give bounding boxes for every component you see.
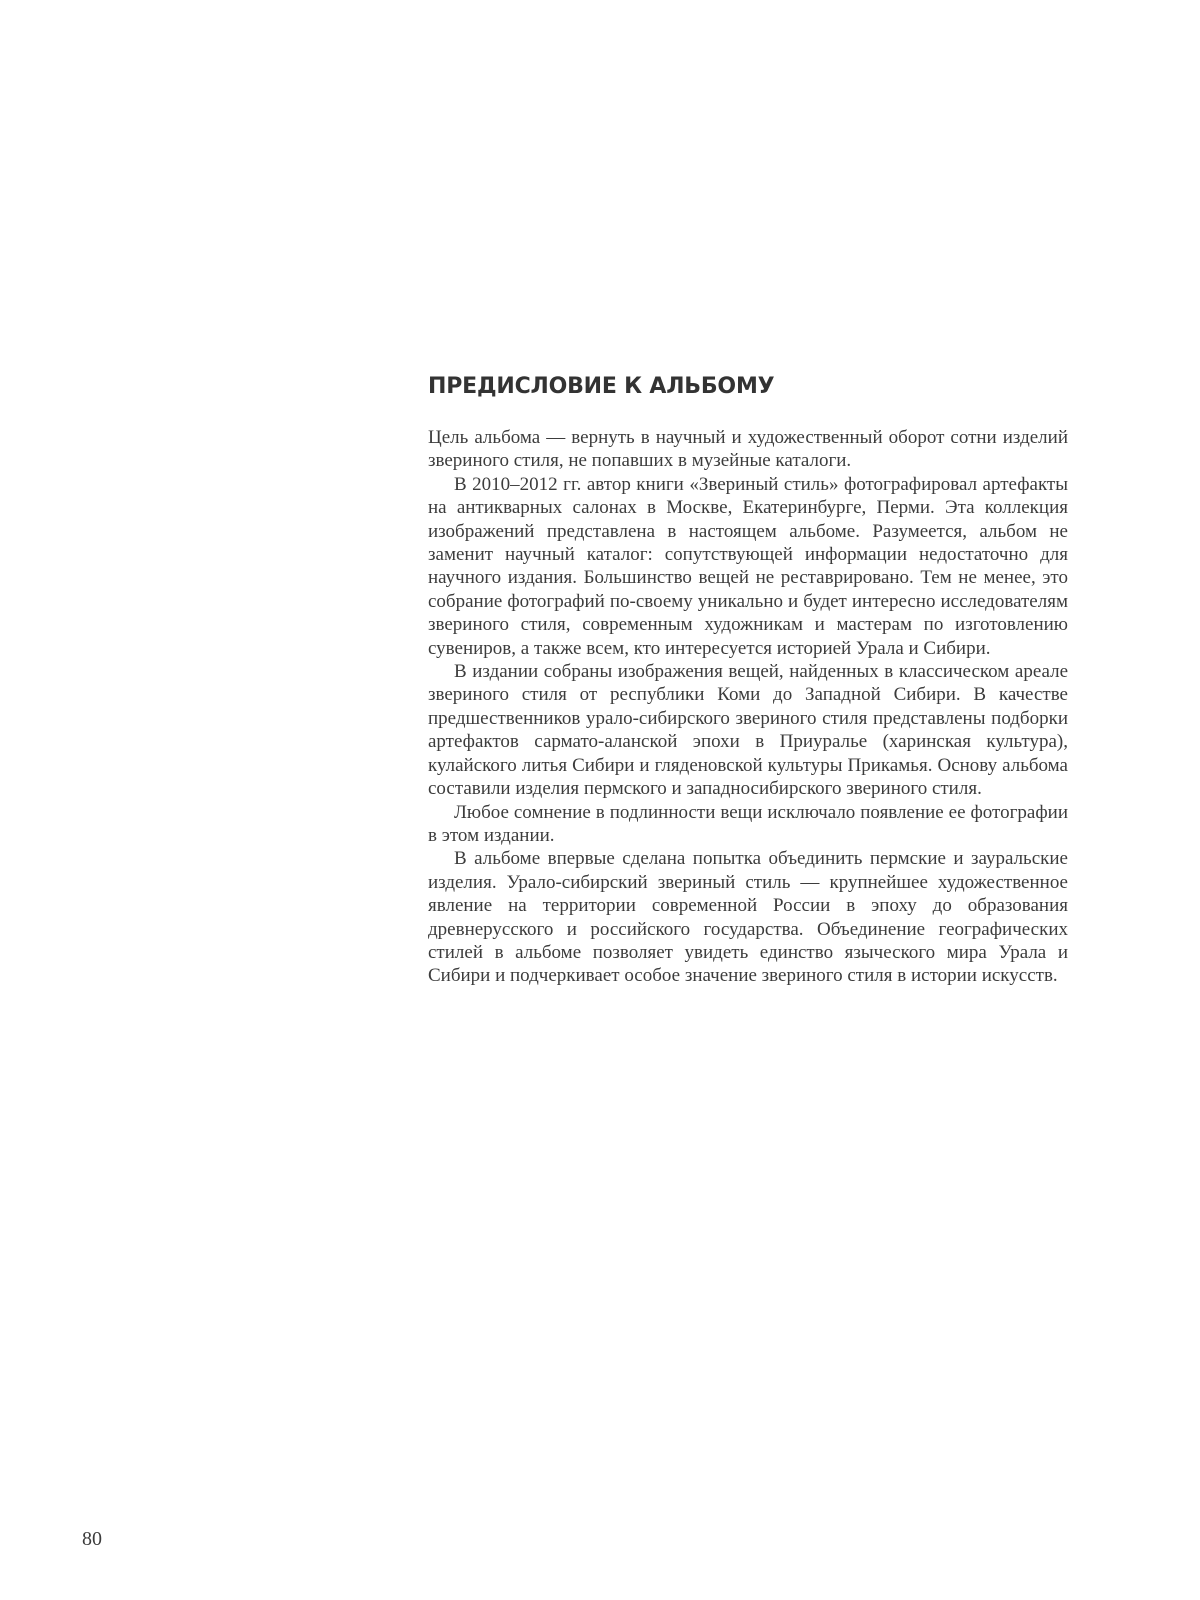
page-number: 80 [82,1528,102,1550]
paragraph: В альбоме впервые сделана попытка объединить пермские и зауральские изделия. Урало-сибирский звериный стиль — крупнейшее художественное явление на территории современной России в эпоху до образования древнерусского и российского государства. Объединение географических стилей в альбоме позволяет увидеть единство языческого мира Урала и Сибири и подчеркивает особое значение звериного стиля в истории искусств. [428,848,1068,987]
paragraph: В издании собраны изображения вещей, найденных в классическом ареале звериного стиля от республики Коми до Западной Сибири. В качестве предшественников урало-сибирского звериного стиля представлены подборки артефактов сармато-аланской эпохи в Приуралье (харинская культура), кулайского литья Сибири и гляденовской культуры Прикамья. Основу альбома составили изделия пермского и западносибирского звериного стиля. [428,661,1068,800]
paragraph: Цель альбома — вернуть в научный и художественный оборот сотни изделий звериного стиля, не попавших в музейные каталоги. [428,427,1068,472]
page-title: ПРЕДИСЛОВИЕ К АЛЬБОМУ [428,374,775,399]
body-text [428,426,1068,988]
paragraph: В 2010–2012 гг. автор книги «Звериный стиль» фотографировал артефакты на антикварных салонах в Москве, Екатеринбурге, Перми. Эта коллекция изображений представлена в настоящем альбоме. Разумеется, альбом не заменит научный каталог: сопутствующей информации недостаточно для научного издания. Большинство вещей не реставрировано. Тем не менее, это собрание фотографий по-своему уникально и будет интересно исследователям звериного стиля, современным художникам и мастерам по изготовлению сувениров, а также всем, кто интересуется историей Урала и Сибири. [428,473,1068,659]
paragraph: Любое сомнение в подлинности вещи исключало появление ее фотографии в этом издании. [428,801,1068,846]
